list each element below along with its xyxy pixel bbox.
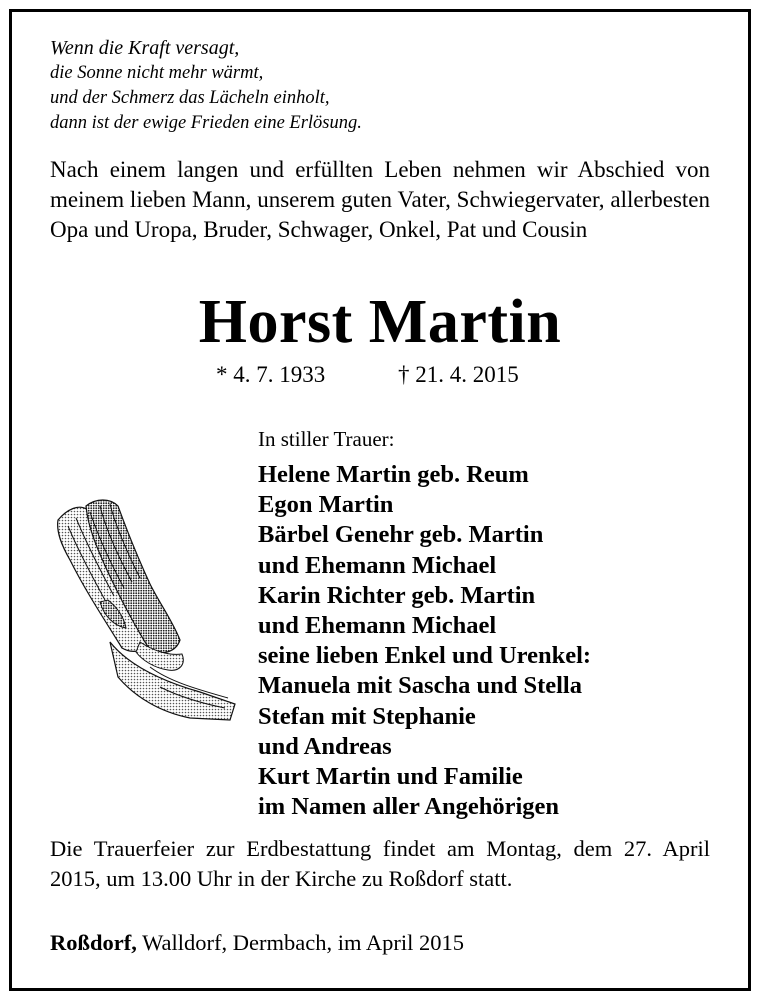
mourners-list (258, 460, 591, 822)
praying-hands-icon (40, 492, 240, 722)
mourner-line: Manuela mit Sascha und Stella (258, 672, 582, 700)
mourner-line: seine lieben Enkel und Urenkel: (258, 642, 592, 670)
mourner-line: und Andreas (258, 732, 392, 760)
place-name: Roßdorf, (50, 930, 137, 955)
poem-line: dann ist der ewige Frieden eine Erlösung. (50, 113, 362, 133)
deceased-name: Horst Martin (198, 288, 562, 356)
mourner-line: Karin Richter geb. Martin (258, 581, 536, 609)
place-rest: Walldorf, Dermbach, im April 2015 (142, 930, 464, 955)
poem (50, 36, 362, 136)
mourner-line: im Namen aller Angehörigen (258, 793, 560, 821)
place-date-line (50, 928, 464, 958)
birth-date: * 4. 7. 1933 (216, 362, 326, 387)
service-info: Die Trauerfeier zur Erdbestattung findet am Montag, dem 27. April 2015, um 13.00 Uhr in der Kirche zu Roßdorf statt. (50, 836, 710, 891)
poem-line: Wenn die Kraft versagt, (50, 37, 240, 59)
mourner-line: Egon Martin (258, 491, 394, 519)
mourner-line: Kurt Martin und Familie (258, 763, 523, 791)
poem-line: die Sonne nicht mehr wärmt, (50, 63, 264, 83)
mourner-line: Helene Martin geb. Reum (258, 461, 529, 488)
poem-line: und der Schmerz das Lächeln einholt, (50, 88, 330, 108)
mourner-line: Bärbel Genehr geb. Martin (258, 521, 544, 549)
intro-text: Nach einem langen und erfüllten Leben nehmen wir Abschied von meinem lieben Mann, unserem guten Vater, Schwiegervater, allerbesten Opa und Uropa, Bruder, Schwager, Onkel, Pat und Cousin (50, 157, 710, 242)
mourner-line: und Ehemann Michael (258, 612, 497, 640)
mourner-line: Stefan mit Stephanie (258, 702, 476, 730)
mourning-label: In stiller Trauer: (258, 427, 395, 451)
mourner-line: und Ehemann Michael (258, 551, 497, 579)
death-date: † 21. 4. 2015 (398, 362, 519, 387)
